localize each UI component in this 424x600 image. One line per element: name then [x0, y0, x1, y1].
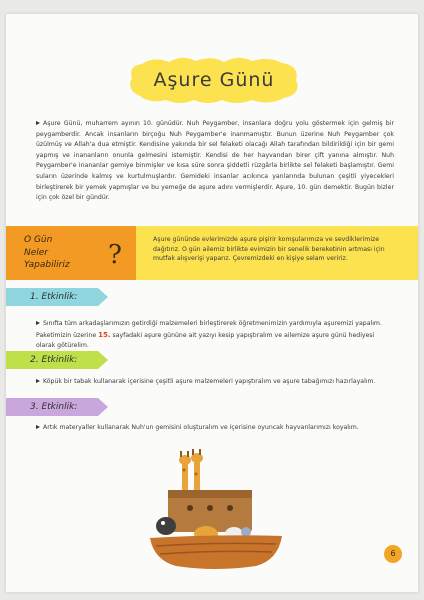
activity-3-tab-point	[98, 398, 108, 416]
intro-text: Aşure Günü, muharrem ayının 10. günüdür. Nuh Peygamber, insanlara doğru yolu göstermek için gelmiş bir peygamberdir. Ancak insanların birçoğu Nuh Peygamber'e inanmamıştır. Bunun üzerine Nuh Peygamber çok üzülmüş ve Allah'a dua etmiştir. Kendisine yakında bir sel felaketi olacağı Allah tarafından bildirildiği için bir gemi yapmış ve inananların onunla gelmesini istemiştir. Kendisi de her hayvandan birer çift yanına almıştır. Nuh Peygamber'e inananlar gemiye binmişler ve kısa süre sonra şiddetli rüzgârla birlikte sel felaketi başlamıştır. Gemi suların üzerinde kalmış ve kurtulmuşlardır. Gemideki insanlar acıkınca yanlarında bulunan çeşitli yiyecekleri birleştirerek bir yemek yapmışlar ve bu yemeğe de aşure adını vermişlerdir. Aşure, 10. gün demektir. Bugün bizler için çok özel bir gündür.	[36, 120, 394, 202]
activity-2-banner	[6, 351, 116, 369]
activity-1-page-ref: 15.	[98, 330, 111, 339]
activity-2-tab-point	[98, 351, 108, 369]
page-title: Aşure Günü	[153, 69, 275, 91]
activity-1-text-part1: Sınıfta tüm arkadaşlarımızın getirdiği malzemeleri birleştirerek öğretmenimizin yardımıyla aşuremizi yapalım. Paketimizin üzerine	[36, 320, 382, 339]
activity-2-text-body: Köpük bir tabak kullanarak içerisine çeşitli aşure malzemeleri yapıştıralım ve aşure tabağımızı hazırlayalım.	[43, 378, 376, 385]
activity-3-label: 3. Etkinlik:	[30, 402, 78, 412]
question-label-line3: Yapabiliriz	[24, 260, 70, 270]
question-label-panel	[6, 226, 136, 280]
noahs-ark-illustration	[146, 442, 286, 572]
intro-paragraph	[36, 119, 394, 204]
ark-drawing	[146, 442, 286, 572]
activity-2-text	[36, 377, 388, 388]
question-answer-text: Aşure gününde evlerimizde aşure pişirir komşularımıza ve sevdiklerimize dağıtırız. O gün ailemiz birlikte evimizin bir senelik bereketinin artması için mutfak alışverişi yaparız. Çevremizdeki en kişiye selam veririz.	[153, 236, 385, 263]
question-mark-icon: ?	[108, 240, 122, 270]
activity-2-label: 2. Etkinlik:	[30, 355, 78, 365]
question-label-line2: Neler	[24, 247, 49, 258]
question-label-line1: O Gün	[24, 235, 53, 245]
activity-1-text-part2: sayfadaki aşure gününe ait yazıyı kesip yapıştıralım ve ailemize aşure günü hediyesi olarak götürelim.	[36, 331, 375, 350]
activity-1-text	[36, 319, 388, 352]
page-number-badge: 6	[384, 545, 402, 563]
question-box	[6, 226, 418, 280]
activity-3-banner	[6, 398, 116, 416]
title-cloud	[124, 54, 304, 106]
bullet-arrow-icon	[36, 425, 40, 429]
activity-1-label: 1. Etkinlik:	[30, 292, 78, 302]
activity-3-text-body: Artık materyaller kullanarak Nuh'un gemisini oluşturalım ve içerisine oyuncak hayvanlarımızı koyalım.	[43, 424, 359, 431]
activity-1-banner	[6, 288, 116, 306]
activity-3-text	[36, 423, 388, 434]
activity-1-tab-point	[98, 288, 108, 306]
bullet-arrow-icon	[36, 321, 40, 325]
bullet-arrow-icon	[36, 121, 40, 125]
bullet-arrow-icon	[36, 379, 40, 383]
book-page	[6, 14, 418, 592]
question-label	[24, 234, 114, 272]
